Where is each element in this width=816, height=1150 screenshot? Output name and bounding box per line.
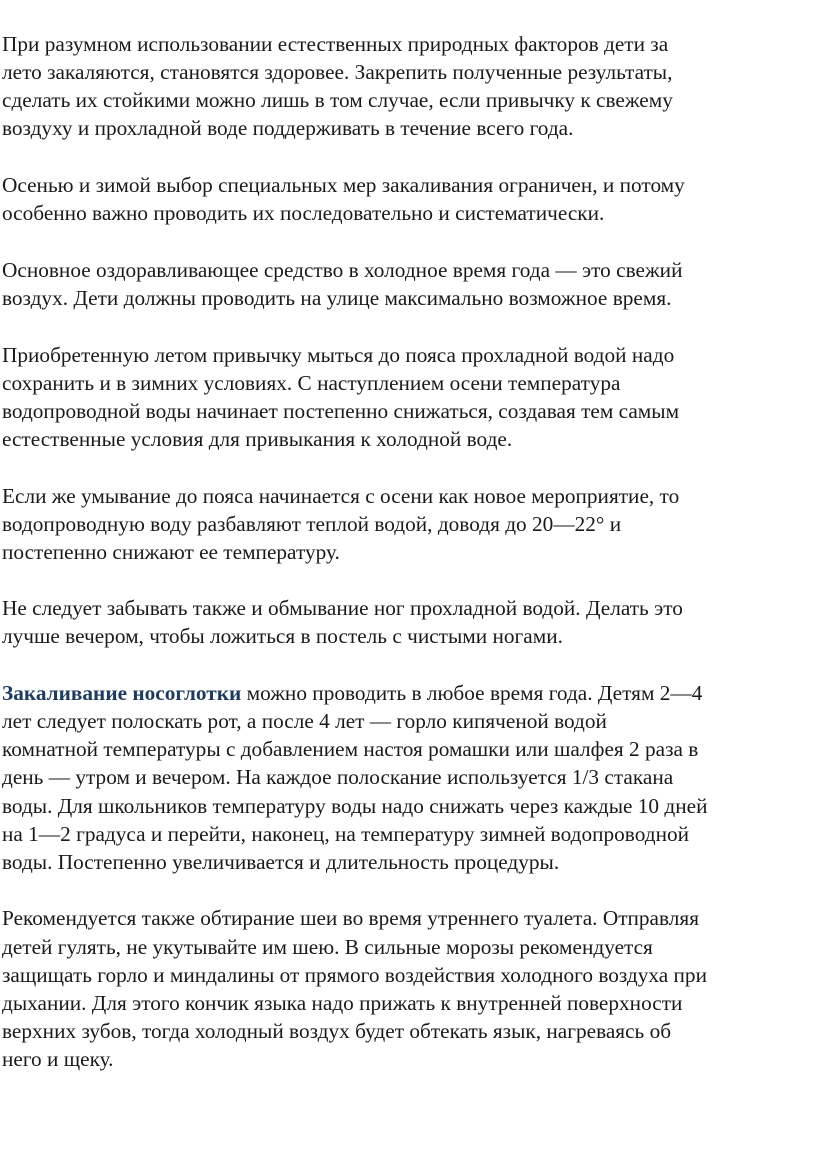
- text-line: водопроводной воды начинает постепенно снижаться, создавая тем самым: [2, 398, 680, 423]
- text-line: Приобретенную летом привычку мыться до пояса прохладной водой надо: [2, 342, 675, 367]
- text-line: сохранить и в зимних условиях. С наступлением осени температура: [2, 370, 621, 395]
- text-line: Рекомендуется также обтирание шеи во время утреннего туалета. Отправляя: [2, 906, 699, 931]
- text-line: защищать горло и миндалины от прямого воздействия холодного воздуха при: [2, 962, 707, 987]
- text-line: на 1—2 градуса и перейти, наконец, на температуру зимней водопроводной: [2, 821, 690, 846]
- paragraph-autumn-winter: [2, 171, 816, 227]
- text-line: Осенью и зимой выбор специальных мер закаливания ограничен, и потому: [2, 172, 685, 197]
- text-line: комнатной температуры с добавлением настоя ромашки или шалфея 2 раза в: [2, 737, 699, 762]
- text-line: верхних зубов, тогда холодный воздух будет обтекать язык, нагреваясь об: [2, 1018, 672, 1043]
- paragraph-nasopharynx: [2, 679, 816, 876]
- text-line: детей гулять, не укутывайте им шею. В сильные морозы рекомендуется: [2, 934, 653, 959]
- text-line: воздух. Дети должны проводить на улице максимально возможное время.: [2, 285, 672, 310]
- paragraph-summer-hardening: [2, 30, 816, 142]
- section-heading-term: Закаливание носоглотки: [2, 681, 242, 706]
- paragraph-fresh-air: [2, 256, 816, 312]
- text-line: Не следует забывать также и обмывание ног прохладной водой. Делать это: [2, 596, 683, 621]
- text-line: сделать их стойкими можно лишь в том случае, если привычку к свежему: [2, 88, 673, 113]
- text-line: естественные условия для привыкания к холодной воде.: [2, 426, 513, 451]
- text-line: лучше вечером, чтобы ложиться в постель с чистыми ногами.: [2, 624, 563, 649]
- text-line: день — утром и вечером. На каждое полоскание используется 1/3 стакана: [2, 765, 674, 790]
- text-line: особенно важно проводить их последовательно и систематически.: [2, 201, 605, 226]
- text-line: воды. Для школьников температуру воды надо снижать через каждые 10 дней: [2, 793, 708, 818]
- text-line: дыхании. Для этого кончик языка надо прижать к внутренней поверхности: [2, 990, 683, 1015]
- text-line: Если же умывание до пояса начинается с осени как новое мероприятие, то: [2, 483, 680, 508]
- paragraph-washing-habit: [2, 341, 816, 453]
- text-line: водопроводную воду разбавляют теплой водой, доводя до 20—22° и: [2, 511, 622, 536]
- text-line: воздуху и прохладной воде поддерживать в течение всего года.: [2, 116, 574, 141]
- text-line: лето закаляются, становятся здоровее. Закрепить полученные результаты,: [2, 60, 673, 85]
- text-line: воды. Постепенно увеличивается и длительность процедуры.: [2, 849, 560, 874]
- text-line: него и щеку.: [2, 1046, 114, 1071]
- text-line: постепенно снижают ее температуру.: [2, 539, 340, 564]
- text-fragment: можно проводить в любое время года. Детям 2—4: [241, 681, 703, 706]
- text-line: [2, 679, 816, 707]
- text-line: При разумном использовании естественных природных факторов дети за: [2, 32, 669, 56]
- paragraph-neck-care: [2, 904, 816, 1073]
- text-line: Основное оздоравливающее средство в холодное время года — это свежий: [2, 257, 683, 282]
- paragraph-autumn-washing: [2, 482, 816, 566]
- text-line: лет следует полоскать рот, а после 4 лет — горло кипяченой водой: [2, 709, 607, 734]
- paragraph-feet-washing: [2, 594, 816, 650]
